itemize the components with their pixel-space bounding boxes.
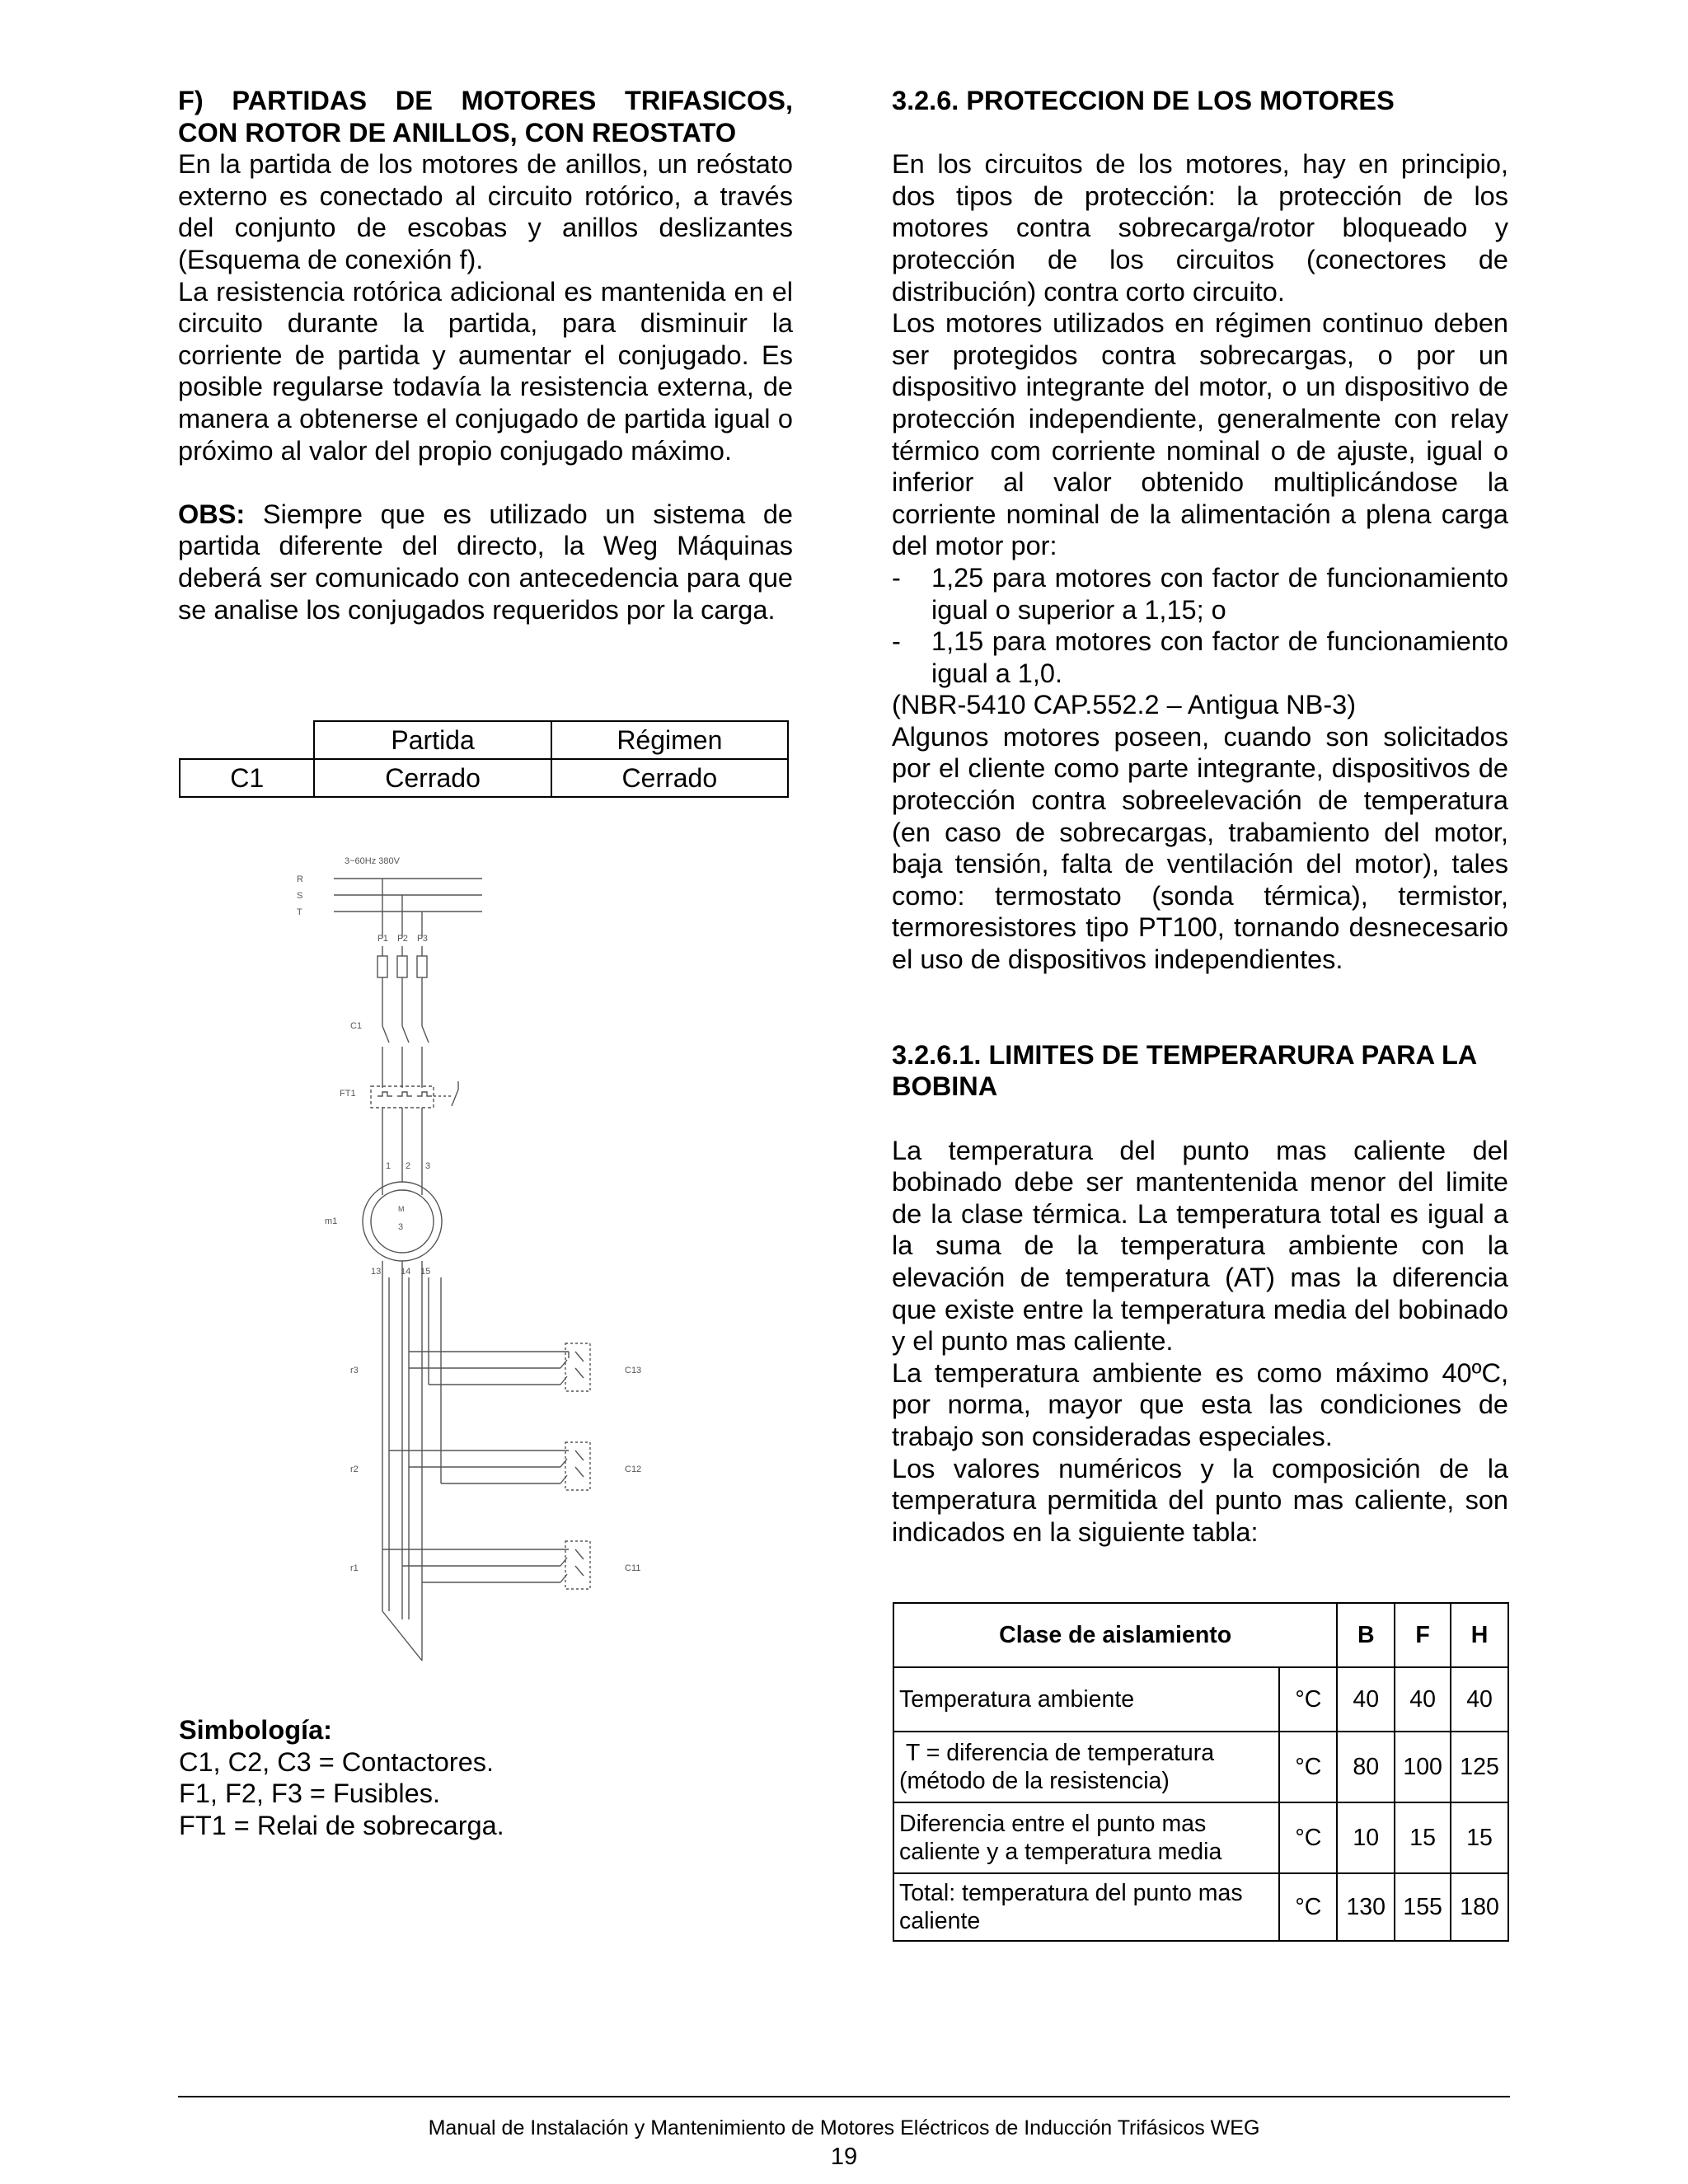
table-row — [893, 1667, 1508, 1732]
table-cell-h: 125 — [1451, 1732, 1508, 1802]
motor-label-m1: m1 — [325, 1216, 338, 1226]
resistor-label-r1: r1 — [350, 1563, 359, 1573]
table-cell-f: 100 — [1395, 1732, 1451, 1802]
contactor-c11 — [382, 1541, 590, 1589]
table-row — [893, 1603, 1508, 1667]
section-title-f-line1: F) PARTIDAS DE MOTORES TRIFASICOS, — [178, 86, 793, 115]
contactor-c12 — [389, 1277, 590, 1490]
table-cell-b: 80 — [1337, 1732, 1395, 1802]
partida-regimen-table — [179, 720, 789, 798]
table-cell-f: 40 — [1395, 1667, 1451, 1732]
wiring-diagram — [288, 849, 676, 1673]
obs-text: Siempre que es utilizado un sistema de partida diferente del directo, la Weg Máquinas deberá ser comunicado con antecedencia para que se analise los conjugados requeridos por la carga. — [178, 499, 793, 625]
table-cell-f: 155 — [1395, 1873, 1451, 1941]
contactor-label-c12: C12 — [625, 1465, 642, 1474]
list-item: C1, C2, C3 = Contactores. — [179, 1746, 495, 1777]
table-row — [893, 1873, 1508, 1941]
table-cell-regimen: Cerrado — [551, 759, 788, 797]
section-title-proteccion: 3.2.6. PROTECCION DE LOS MOTORES — [892, 86, 1395, 115]
table-cell-label: Temperatura ambiente — [893, 1667, 1279, 1732]
phase-label-t: T — [297, 907, 302, 917]
table-row-label-c1: C1 — [180, 759, 314, 797]
table-header-clase: Clase de aislamiento — [893, 1603, 1337, 1667]
obs-label: OBS: — [178, 499, 246, 529]
supply-label: 3~60Hz 380V — [345, 856, 400, 866]
fuse-f3 — [417, 956, 427, 977]
table-cell-label: Diferencia entre el punto mas caliente y a temperatura media — [893, 1802, 1279, 1873]
svg-text:3: 3 — [398, 1222, 404, 1232]
fuse-label-f2: F2 — [397, 934, 408, 944]
fuse-label-f1: F1 — [377, 934, 388, 944]
resistor-label-r2: r2 — [350, 1465, 359, 1474]
table-cell-f: 15 — [1395, 1802, 1451, 1873]
subsection-title-limites: 3.2.6.1. LIMITES DE TEMPERARURA PARA LA BOBINA — [892, 1039, 1477, 1102]
right-column — [892, 85, 1508, 1548]
paragraph-regimen-continuo: Los motores utilizados en régimen continuo deben ser protegidos contra sobrecargas, o por un dispositivo integrante del motor, o un dispositivo de protección independiente, generalmente con relay térmico com corriente nominal o de ajuste, igual o inferior al valor obtenido multiplicándose la corriente nominal de la alimentación a plena carga del motor por: — [892, 308, 1508, 561]
footer-text: Manual de Instalación y Mantenimiento de Motores Eléctricos de Inducción Trifásicos WEG — [428, 2116, 1260, 2139]
paragraph-resistencia-rotorica: La resistencia rotórica adicional es mantenida en el circuito durante la partida, para disminuir la corriente de partida y aumentar el conjugado. Es posible regularse todavía la resistencia externa, de manera a obtenerse el conjugado de partida igual o próximo al valor del propio conjugado máximo. — [178, 276, 793, 466]
table-cell-b: 130 — [1337, 1873, 1395, 1941]
table-row — [893, 1732, 1508, 1802]
paragraph-punto-caliente: La temperatura del punto mas caliente del bobinado debe ser mantentenida menor del limite de la clase térmica. La temperatura total es igual a la suma de la temperatura ambiente con la elevación de temperatura (AT) mas la diferencia que existe entre la temperatura media del bobinado y el punto mas caliente. — [892, 1135, 1508, 1357]
fuse-f1 — [377, 956, 387, 977]
rotor-terminal-15: 15 — [420, 1267, 431, 1277]
paragraph-temperatura-ambiente: La temperatura ambiente es como máximo 40ºC, por norma, mayor que esta las condiciones de trabajo son consideradas especiales. — [892, 1357, 1508, 1451]
svg-text:M: M — [398, 1205, 405, 1213]
table-cell-unit: °C — [1279, 1667, 1337, 1732]
resistor-label-r3: r3 — [350, 1366, 359, 1376]
contactor-c1 — [382, 1026, 429, 1043]
table-header-b: B — [1337, 1603, 1395, 1667]
table-cell-b: 10 — [1337, 1802, 1395, 1873]
list-item: F1, F2, F3 = Fusibles. — [179, 1779, 440, 1809]
footer-divider — [178, 2096, 1510, 2097]
table-cell-label: Total: temperatura del punto mas caliente — [893, 1873, 1279, 1941]
simbologia-title: Simbología: — [179, 1715, 332, 1745]
table-cell-h: 180 — [1451, 1873, 1508, 1941]
table-row — [180, 721, 788, 759]
page-number: 19 — [830, 2144, 858, 2170]
stator-terminal-2: 2 — [406, 1161, 411, 1171]
paragraph-valores-numericos: Los valores numéricos y la composición de la temperatura permitida del punto mas caliente, son indicados en la siguiente tabla: — [892, 1453, 1508, 1547]
table-row — [180, 759, 788, 797]
list-item: - 1,25 para motores con factor de funcionamiento igual o superior a 1,15; o — [892, 562, 1508, 625]
list-item: FT1 = Relai de sobrecarga. — [179, 1810, 504, 1840]
thermal-relay-ft1 — [371, 1086, 434, 1108]
stator-terminal-1: 1 — [386, 1161, 392, 1171]
norm-reference: (NBR-5410 CAP.552.2 – Antigua NB-3) — [892, 690, 1357, 720]
table-cell-label: T = diferencia de temperatura (método de la resistencia) — [893, 1732, 1279, 1802]
list-item: - 1,15 para motores con factor de funcionamiento igual a 1,0. — [892, 626, 1508, 688]
contactor-label-c11: C11 — [625, 1563, 641, 1573]
phase-label-r: R — [297, 874, 303, 884]
table-cell-h: 15 — [1451, 1802, 1508, 1873]
stator-terminal-3: 3 — [425, 1161, 431, 1171]
contactor-label-c1: C1 — [350, 1021, 363, 1031]
table-cell-partida: Cerrado — [314, 759, 551, 797]
rotor-terminal-14: 14 — [401, 1267, 411, 1277]
table-row — [893, 1802, 1508, 1873]
obs-paragraph — [178, 499, 793, 626]
table-header-h: H — [1451, 1603, 1508, 1667]
fuse-f2 — [397, 956, 407, 977]
rotor-terminal-13: 13 — [371, 1267, 382, 1277]
motor-m1 — [363, 1182, 442, 1261]
contactor-c13 — [409, 1277, 590, 1391]
left-column — [178, 85, 793, 626]
insulation-class-table — [893, 1602, 1509, 1942]
table-header-partida: Partida — [314, 721, 551, 759]
paragraph-rotor-anillos: En la partida de los motores de anillos, un reóstato externo es conectado al circuito rotórico, a través del conjunto de escobas y anillos deslizantes (Esquema de conexión f). — [178, 149, 793, 274]
table-header-f: F — [1395, 1603, 1451, 1667]
fuse-label-f3: F3 — [417, 934, 428, 944]
table-cell-unit: °C — [1279, 1732, 1337, 1802]
paragraph-dispositivos: Algunos motores poseen, cuando son solicitados por el cliente como parte integrante, dispositivos de protección contra sobreelevación de temperatura (en caso de sobrecargas, trabamiento del motor, baja tensión, falta de ventilación del motor), tales como: termostato (sonda térmica), termistor, termoresistores tipo PT100, tornando desnecesario el uso de dispositivos independientes. — [892, 721, 1508, 975]
simbologia — [179, 1714, 504, 1841]
table-cell-unit: °C — [1279, 1873, 1337, 1941]
relay-label-ft1: FT1 — [340, 1089, 356, 1099]
table-header-regimen: Régimen — [551, 721, 788, 759]
table-cell-h: 40 — [1451, 1667, 1508, 1732]
phase-label-s: S — [297, 891, 303, 901]
paragraph-tipos-proteccion: En los circuitos de los motores, hay en principio, dos tipos de protección: la protección de los motores contra sobrecarga/rotor bloqueado y protección de los circuitos (conectores de distribución) contra corto circuito. — [892, 149, 1508, 307]
table-cell-unit: °C — [1279, 1802, 1337, 1873]
table-cell-b: 40 — [1337, 1667, 1395, 1732]
section-title-f-line2: CON ROTOR DE ANILLOS, CON REOSTATO — [178, 117, 737, 148]
contactor-label-c13: C13 — [625, 1366, 642, 1376]
